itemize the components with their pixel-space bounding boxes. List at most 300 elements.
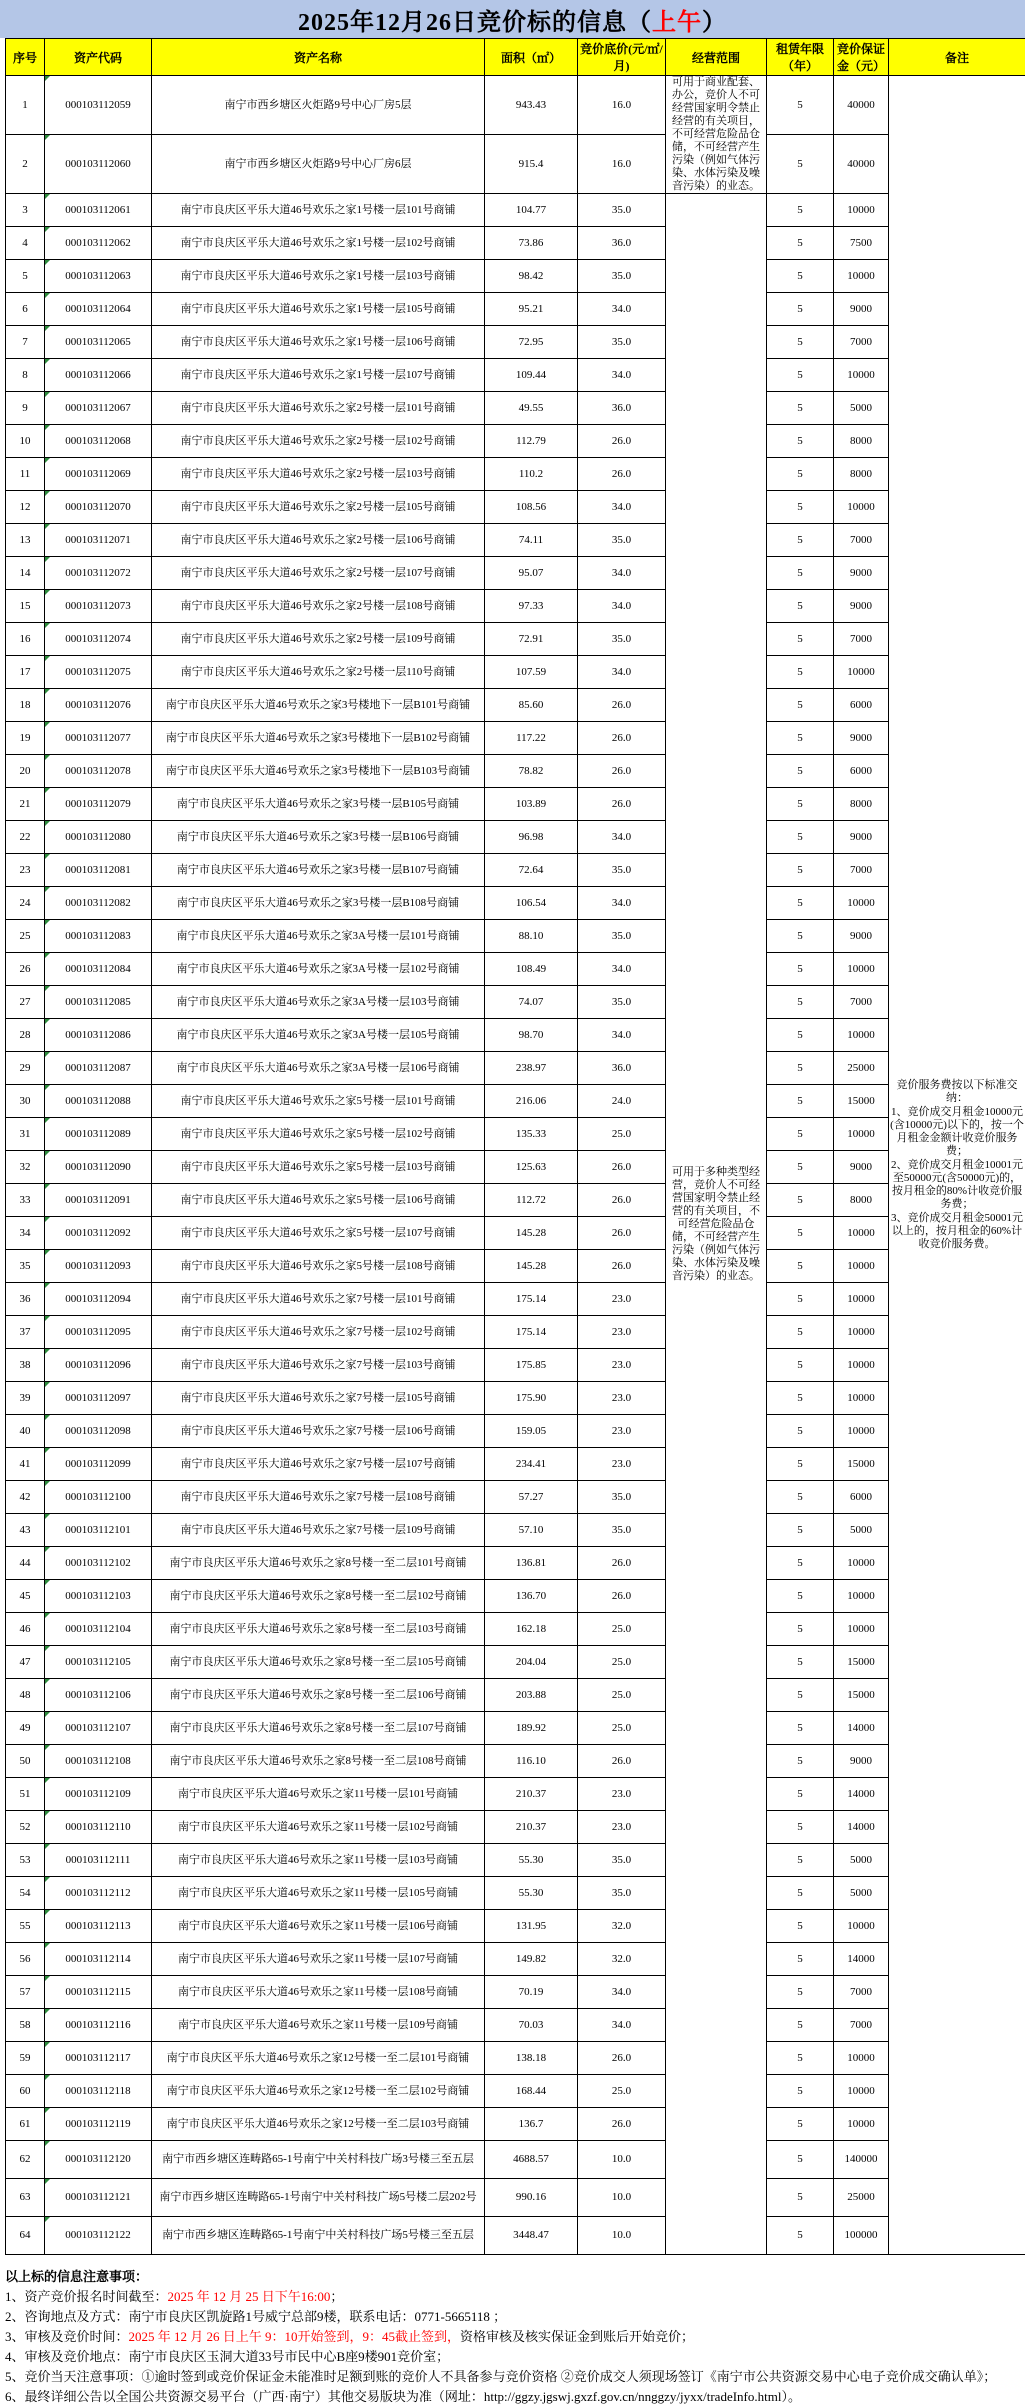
term-cell: 5 <box>767 1580 834 1613</box>
term-cell: 5 <box>767 1844 834 1877</box>
name-cell: 南宁市良庆区平乐大道46号欢乐之家1号楼一层102号商铺 <box>152 227 485 260</box>
deposit-cell: 10000 <box>834 194 889 227</box>
seq-cell: 15 <box>6 590 45 623</box>
area-cell: 57.27 <box>485 1481 578 1514</box>
name-cell: 南宁市良庆区平乐大道46号欢乐之家5号楼一层108号商铺 <box>152 1250 485 1283</box>
green-corner-marker <box>45 1712 50 1717</box>
seq-cell: 34 <box>6 1217 45 1250</box>
price-cell: 23.0 <box>578 1349 666 1382</box>
seq-cell: 4 <box>6 227 45 260</box>
seq-cell: 33 <box>6 1184 45 1217</box>
column-header-deposit: 竞价保证金（元） <box>834 39 889 76</box>
footer-line-2 <box>5 2307 1025 2327</box>
name-cell: 南宁市良庆区平乐大道46号欢乐之家11号楼一层105号商铺 <box>152 1877 485 1910</box>
area-cell: 104.77 <box>485 194 578 227</box>
name-cell: 南宁市良庆区平乐大道46号欢乐之家7号楼一层107号商铺 <box>152 1448 485 1481</box>
code-cell: 000103112088 <box>45 1085 152 1118</box>
price-cell: 16.0 <box>578 135 666 194</box>
seq-cell: 57 <box>6 1976 45 2009</box>
code-cell: 000103112102 <box>45 1547 152 1580</box>
term-cell: 5 <box>767 359 834 392</box>
name-cell: 南宁市良庆区平乐大道46号欢乐之家1号楼一层107号商铺 <box>152 359 485 392</box>
asset-row <box>6 2075 1025 2108</box>
asset-row <box>6 1052 1025 1085</box>
price-cell: 35.0 <box>578 326 666 359</box>
asset-row <box>6 1514 1025 1547</box>
green-corner-marker <box>45 689 50 694</box>
seq-cell: 45 <box>6 1580 45 1613</box>
deposit-cell: 10000 <box>834 1349 889 1382</box>
price-cell: 35.0 <box>578 986 666 1019</box>
term-cell: 5 <box>767 1745 834 1778</box>
area-cell: 145.28 <box>485 1250 578 1283</box>
deposit-cell: 9000 <box>834 920 889 953</box>
green-corner-marker <box>45 1316 50 1321</box>
term-cell: 5 <box>767 1250 834 1283</box>
name-cell: 南宁市西乡塘区连畴路65-1号南宁中关村科技广场3号楼三至五层 <box>152 2141 485 2179</box>
code-cell: 000103112089 <box>45 1118 152 1151</box>
price-cell: 34.0 <box>578 293 666 326</box>
seq-cell: 48 <box>6 1679 45 1712</box>
price-cell: 25.0 <box>578 1118 666 1151</box>
area-cell: 210.37 <box>485 1778 578 1811</box>
price-cell: 34.0 <box>578 953 666 986</box>
name-cell: 南宁市良庆区平乐大道46号欢乐之家1号楼一层105号商铺 <box>152 293 485 326</box>
term-cell: 5 <box>767 722 834 755</box>
term-cell: 5 <box>767 1778 834 1811</box>
term-cell: 5 <box>767 1514 834 1547</box>
area-cell: 85.60 <box>485 689 578 722</box>
price-cell: 35.0 <box>578 524 666 557</box>
asset-row <box>6 1481 1025 1514</box>
code-cell: 000103112084 <box>45 953 152 986</box>
code-cell: 000103112113 <box>45 1910 152 1943</box>
name-cell: 南宁市良庆区平乐大道46号欢乐之家7号楼一层108号商铺 <box>152 1481 485 1514</box>
title-text: 2025年12月26日竞价标的信息（ <box>298 2 652 37</box>
term-cell: 5 <box>767 590 834 623</box>
green-corner-marker <box>45 1085 50 1090</box>
deposit-cell: 9000 <box>834 590 889 623</box>
code-cell: 000103112091 <box>45 1184 152 1217</box>
green-corner-marker <box>45 1580 50 1585</box>
price-cell: 25.0 <box>578 1712 666 1745</box>
asset-row <box>6 524 1025 557</box>
code-cell: 000103112103 <box>45 1580 152 1613</box>
deposit-cell: 8000 <box>834 458 889 491</box>
deposit-cell: 9000 <box>834 293 889 326</box>
name-cell: 南宁市良庆区平乐大道46号欢乐之家5号楼一层101号商铺 <box>152 1085 485 1118</box>
seq-cell: 5 <box>6 260 45 293</box>
price-cell: 26.0 <box>578 1217 666 1250</box>
green-corner-marker <box>45 920 50 925</box>
name-cell: 南宁市良庆区平乐大道46号欢乐之家8号楼一至二层103号商铺 <box>152 1613 485 1646</box>
name-cell: 南宁市良庆区平乐大道46号欢乐之家2号楼一层106号商铺 <box>152 524 485 557</box>
price-cell: 36.0 <box>578 392 666 425</box>
green-corner-marker <box>45 755 50 760</box>
code-cell: 000103112104 <box>45 1613 152 1646</box>
asset-row <box>6 1250 1025 1283</box>
term-cell: 5 <box>767 1547 834 1580</box>
term-cell: 5 <box>767 425 834 458</box>
area-cell: 234.41 <box>485 1448 578 1481</box>
deposit-cell: 10000 <box>834 1547 889 1580</box>
term-cell: 5 <box>767 1118 834 1151</box>
asset-row <box>6 1349 1025 1382</box>
deposit-cell: 7000 <box>834 2009 889 2042</box>
price-cell: 26.0 <box>578 2042 666 2075</box>
deposit-cell: 40000 <box>834 76 889 135</box>
asset-row <box>6 1547 1025 1580</box>
name-cell: 南宁市良庆区平乐大道46号欢乐之家11号楼一层108号商铺 <box>152 1976 485 2009</box>
green-corner-marker <box>45 1415 50 1420</box>
asset-row <box>6 2108 1025 2141</box>
asset-row <box>6 1844 1025 1877</box>
seq-cell: 54 <box>6 1877 45 1910</box>
area-cell: 70.19 <box>485 1976 578 2009</box>
code-cell: 000103112121 <box>45 2179 152 2217</box>
name-cell: 南宁市西乡塘区连畴路65-1号南宁中关村科技广场5号楼二层202号 <box>152 2179 485 2217</box>
seq-cell: 30 <box>6 1085 45 1118</box>
asset-row <box>6 1448 1025 1481</box>
deposit-cell: 10000 <box>834 2042 889 2075</box>
seq-cell: 46 <box>6 1613 45 1646</box>
code-cell: 000103112066 <box>45 359 152 392</box>
area-cell: 238.97 <box>485 1052 578 1085</box>
code-cell: 000103112117 <box>45 2042 152 2075</box>
price-cell: 24.0 <box>578 1085 666 1118</box>
price-cell: 23.0 <box>578 1448 666 1481</box>
seq-cell: 43 <box>6 1514 45 1547</box>
deposit-cell: 10000 <box>834 1250 889 1283</box>
green-corner-marker <box>45 2108 50 2113</box>
seq-cell: 16 <box>6 623 45 656</box>
remark-line: 竞价服务费按以下标准交纳： <box>890 1079 1024 1105</box>
code-cell: 000103112100 <box>45 1481 152 1514</box>
deposit-cell: 14000 <box>834 1778 889 1811</box>
area-cell: 175.85 <box>485 1349 578 1382</box>
asset-row <box>6 1184 1025 1217</box>
area-cell: 4688.57 <box>485 2141 578 2179</box>
footer-text-segment: ； <box>330 2289 343 2304</box>
seq-cell: 23 <box>6 854 45 887</box>
area-cell: 990.16 <box>485 2179 578 2217</box>
term-cell: 5 <box>767 135 834 194</box>
name-cell: 南宁市良庆区平乐大道46号欢乐之家8号楼一至二层107号商铺 <box>152 1712 485 1745</box>
deposit-cell: 14000 <box>834 1811 889 1844</box>
price-cell: 26.0 <box>578 1184 666 1217</box>
term-cell: 5 <box>767 491 834 524</box>
code-cell: 000103112075 <box>45 656 152 689</box>
code-cell: 000103112115 <box>45 1976 152 2009</box>
name-cell: 南宁市良庆区平乐大道46号欢乐之家5号楼一层107号商铺 <box>152 1217 485 1250</box>
remark-line: 2、竞价成交月租金10001元至50000元(含50000元)的，按月租金的80%计收竞价服务费； <box>890 1159 1024 1211</box>
footer-notes <box>5 2267 1025 2407</box>
code-cell: 000103112119 <box>45 2108 152 2141</box>
price-cell: 34.0 <box>578 1019 666 1052</box>
seq-cell: 28 <box>6 1019 45 1052</box>
asset-row <box>6 425 1025 458</box>
name-cell: 南宁市良庆区平乐大道46号欢乐之家2号楼一层105号商铺 <box>152 491 485 524</box>
price-cell: 10.0 <box>578 2217 666 2255</box>
term-cell: 5 <box>767 1481 834 1514</box>
asset-row <box>6 2179 1025 2217</box>
price-cell: 35.0 <box>578 1514 666 1547</box>
code-cell: 000103112063 <box>45 260 152 293</box>
area-cell: 136.70 <box>485 1580 578 1613</box>
code-cell: 000103112092 <box>45 1217 152 1250</box>
code-cell: 000103112112 <box>45 1877 152 1910</box>
seq-cell: 51 <box>6 1778 45 1811</box>
column-header-seq: 序号 <box>6 39 45 76</box>
term-cell: 5 <box>767 1019 834 1052</box>
price-cell: 26.0 <box>578 425 666 458</box>
deposit-cell: 5000 <box>834 1514 889 1547</box>
green-corner-marker <box>45 953 50 958</box>
area-cell: 108.49 <box>485 953 578 986</box>
green-corner-marker <box>45 1877 50 1882</box>
code-cell: 000103112105 <box>45 1646 152 1679</box>
name-cell: 南宁市良庆区平乐大道46号欢乐之家3号楼地下一层B102号商铺 <box>152 722 485 755</box>
area-cell: 125.63 <box>485 1151 578 1184</box>
code-cell: 000103112106 <box>45 1679 152 1712</box>
price-cell: 25.0 <box>578 2075 666 2108</box>
code-cell: 000103112116 <box>45 2009 152 2042</box>
area-cell: 98.42 <box>485 260 578 293</box>
green-corner-marker <box>45 227 50 232</box>
area-cell: 175.14 <box>485 1316 578 1349</box>
code-cell: 000103112101 <box>45 1514 152 1547</box>
name-cell: 南宁市良庆区平乐大道46号欢乐之家12号楼一至二层101号商铺 <box>152 2042 485 2075</box>
name-cell: 南宁市良庆区平乐大道46号欢乐之家3号楼一层B108号商铺 <box>152 887 485 920</box>
seq-cell: 8 <box>6 359 45 392</box>
code-cell: 000103112059 <box>45 76 152 135</box>
seq-cell: 35 <box>6 1250 45 1283</box>
area-cell: 106.54 <box>485 887 578 920</box>
asset-row <box>6 1613 1025 1646</box>
area-cell: 149.82 <box>485 1943 578 1976</box>
asset-row <box>6 293 1025 326</box>
term-cell: 5 <box>767 2141 834 2179</box>
term-cell: 5 <box>767 1448 834 1481</box>
code-cell: 000103112062 <box>45 227 152 260</box>
price-cell: 26.0 <box>578 1250 666 1283</box>
green-corner-marker <box>45 524 50 529</box>
code-cell: 000103112070 <box>45 491 152 524</box>
asset-row <box>6 1151 1025 1184</box>
deposit-cell: 25000 <box>834 1052 889 1085</box>
area-cell: 210.37 <box>485 1811 578 1844</box>
asset-row <box>6 590 1025 623</box>
area-cell: 72.91 <box>485 623 578 656</box>
green-corner-marker <box>45 1382 50 1387</box>
deposit-cell: 14000 <box>834 1712 889 1745</box>
seq-cell: 62 <box>6 2141 45 2179</box>
green-corner-marker <box>45 722 50 727</box>
code-cell: 000103112099 <box>45 1448 152 1481</box>
price-cell: 26.0 <box>578 755 666 788</box>
code-cell: 000103112064 <box>45 293 152 326</box>
price-cell: 35.0 <box>578 1481 666 1514</box>
term-cell: 5 <box>767 755 834 788</box>
term-cell: 5 <box>767 1052 834 1085</box>
asset-row <box>6 557 1025 590</box>
seq-cell: 2 <box>6 135 45 194</box>
deposit-cell: 5000 <box>834 1844 889 1877</box>
deposit-cell: 140000 <box>834 2141 889 2179</box>
name-cell: 南宁市良庆区平乐大道46号欢乐之家7号楼一层102号商铺 <box>152 1316 485 1349</box>
area-cell: 131.95 <box>485 1910 578 1943</box>
code-cell: 000103112086 <box>45 1019 152 1052</box>
seq-cell: 22 <box>6 821 45 854</box>
deposit-cell: 8000 <box>834 425 889 458</box>
green-corner-marker <box>45 293 50 298</box>
asset-row <box>6 920 1025 953</box>
term-cell: 5 <box>767 656 834 689</box>
footer-text-segment: 资格审核及核实保证金到账后开始竞价； <box>460 2329 694 2344</box>
deposit-cell: 9000 <box>834 722 889 755</box>
deposit-cell: 10000 <box>834 2108 889 2141</box>
column-header-price: 竞价底价(元/㎡/月) <box>578 39 666 76</box>
footer-text-segment: 3、审核及竞价时间： <box>5 2329 129 2344</box>
deposit-cell: 5000 <box>834 1877 889 1910</box>
deposit-cell: 10000 <box>834 887 889 920</box>
green-corner-marker <box>45 1976 50 1981</box>
seq-cell: 39 <box>6 1382 45 1415</box>
footer-line-6 <box>5 2387 1025 2407</box>
seq-cell: 1 <box>6 76 45 135</box>
asset-row <box>6 2042 1025 2075</box>
area-cell: 915.4 <box>485 135 578 194</box>
deposit-cell: 8000 <box>834 788 889 821</box>
area-cell: 112.72 <box>485 1184 578 1217</box>
term-cell: 5 <box>767 392 834 425</box>
area-cell: 204.04 <box>485 1646 578 1679</box>
seq-cell: 58 <box>6 2009 45 2042</box>
name-cell: 南宁市良庆区平乐大道46号欢乐之家1号楼一层106号商铺 <box>152 326 485 359</box>
name-cell: 南宁市西乡塘区火炬路9号中心厂房5层 <box>152 76 485 135</box>
name-cell: 南宁市良庆区平乐大道46号欢乐之家8号楼一至二层102号商铺 <box>152 1580 485 1613</box>
deposit-cell: 9000 <box>834 821 889 854</box>
deposit-cell: 10000 <box>834 2075 889 2108</box>
name-cell: 南宁市良庆区平乐大道46号欢乐之家3A号楼一层105号商铺 <box>152 1019 485 1052</box>
area-cell: 109.44 <box>485 359 578 392</box>
remark-line: 3、竞价成交月租金50001元以上的，按月租金的60%计收竞价服务费。 <box>890 1212 1024 1251</box>
area-cell: 74.07 <box>485 986 578 1019</box>
area-cell: 97.33 <box>485 590 578 623</box>
asset-row <box>6 1712 1025 1745</box>
table-header <box>6 39 1025 76</box>
name-cell: 南宁市良庆区平乐大道46号欢乐之家2号楼一层102号商铺 <box>152 425 485 458</box>
term-cell: 5 <box>767 194 834 227</box>
green-corner-marker <box>45 788 50 793</box>
deposit-cell: 10000 <box>834 1316 889 1349</box>
price-cell: 26.0 <box>578 722 666 755</box>
green-corner-marker <box>45 392 50 397</box>
code-cell: 000103112087 <box>45 1052 152 1085</box>
name-cell: 南宁市良庆区平乐大道46号欢乐之家1号楼一层101号商铺 <box>152 194 485 227</box>
asset-row <box>6 359 1025 392</box>
name-cell: 南宁市良庆区平乐大道46号欢乐之家7号楼一层109号商铺 <box>152 1514 485 1547</box>
term-cell: 5 <box>767 1679 834 1712</box>
code-cell: 000103112097 <box>45 1382 152 1415</box>
green-corner-marker <box>45 2141 50 2146</box>
term-cell: 5 <box>767 1910 834 1943</box>
price-cell: 35.0 <box>578 920 666 953</box>
green-corner-marker <box>45 1448 50 1453</box>
area-cell: 136.7 <box>485 2108 578 2141</box>
green-corner-marker <box>45 1613 50 1618</box>
price-cell: 35.0 <box>578 854 666 887</box>
seq-cell: 64 <box>6 2217 45 2255</box>
name-cell: 南宁市良庆区平乐大道46号欢乐之家3号楼一层B107号商铺 <box>152 854 485 887</box>
term-cell: 5 <box>767 458 834 491</box>
seq-cell: 38 <box>6 1349 45 1382</box>
seq-cell: 63 <box>6 2179 45 2217</box>
term-cell: 5 <box>767 1184 834 1217</box>
header-row <box>6 39 1025 76</box>
price-cell: 34.0 <box>578 1976 666 2009</box>
seq-cell: 36 <box>6 1283 45 1316</box>
term-cell: 5 <box>767 260 834 293</box>
green-corner-marker <box>45 590 50 595</box>
name-cell: 南宁市良庆区平乐大道46号欢乐之家3号楼地下一层B103号商铺 <box>152 755 485 788</box>
area-cell: 175.90 <box>485 1382 578 1415</box>
green-corner-marker <box>45 1547 50 1552</box>
asset-row <box>6 227 1025 260</box>
price-cell: 34.0 <box>578 359 666 392</box>
code-cell: 000103112085 <box>45 986 152 1019</box>
remark-line: 1、竞价成交月租金10000元(含10000元)以下的，按一个月租金金额计收竞价服务费； <box>890 1106 1024 1158</box>
deposit-cell: 7500 <box>834 227 889 260</box>
term-cell: 5 <box>767 1943 834 1976</box>
price-cell: 32.0 <box>578 1943 666 1976</box>
asset-row <box>6 1085 1025 1118</box>
asset-row <box>6 1778 1025 1811</box>
deposit-cell: 15000 <box>834 1448 889 1481</box>
code-cell: 000103112081 <box>45 854 152 887</box>
area-cell: 95.07 <box>485 557 578 590</box>
name-cell: 南宁市良庆区平乐大道46号欢乐之家11号楼一层107号商铺 <box>152 1943 485 1976</box>
term-cell: 5 <box>767 1613 834 1646</box>
asset-row <box>6 194 1025 227</box>
area-cell: 70.03 <box>485 2009 578 2042</box>
price-cell: 10.0 <box>578 2141 666 2179</box>
code-cell: 000103112096 <box>45 1349 152 1382</box>
area-cell: 943.43 <box>485 76 578 135</box>
green-corner-marker <box>45 1844 50 1849</box>
deposit-cell: 10000 <box>834 1217 889 1250</box>
name-cell: 南宁市良庆区平乐大道46号欢乐之家8号楼一至二层101号商铺 <box>152 1547 485 1580</box>
name-cell: 南宁市良庆区平乐大道46号欢乐之家1号楼一层103号商铺 <box>152 260 485 293</box>
price-cell: 34.0 <box>578 2009 666 2042</box>
green-corner-marker <box>45 491 50 496</box>
term-cell: 5 <box>767 2009 834 2042</box>
name-cell: 南宁市良庆区平乐大道46号欢乐之家3A号楼一层102号商铺 <box>152 953 485 986</box>
name-cell: 南宁市良庆区平乐大道46号欢乐之家2号楼一层108号商铺 <box>152 590 485 623</box>
seq-cell: 50 <box>6 1745 45 1778</box>
term-cell: 5 <box>767 1382 834 1415</box>
term-cell: 5 <box>767 689 834 722</box>
asset-table-body <box>6 76 1025 2255</box>
asset-row <box>6 2009 1025 2042</box>
footer-text-segment: 5、竞价当天注意事项：①逾时签到或竞价保证金未能准时足额到账的竞价人不具备参与竞价资格 ②竞价成交人须现场签订《南宁市公共资源交易中心电子竞价成交确认单》； <box>5 2369 996 2384</box>
remark-cell <box>889 76 1025 2255</box>
price-cell: 34.0 <box>578 590 666 623</box>
asset-row <box>6 755 1025 788</box>
code-cell: 000103112072 <box>45 557 152 590</box>
deposit-cell: 25000 <box>834 2179 889 2217</box>
asset-row <box>6 1877 1025 1910</box>
